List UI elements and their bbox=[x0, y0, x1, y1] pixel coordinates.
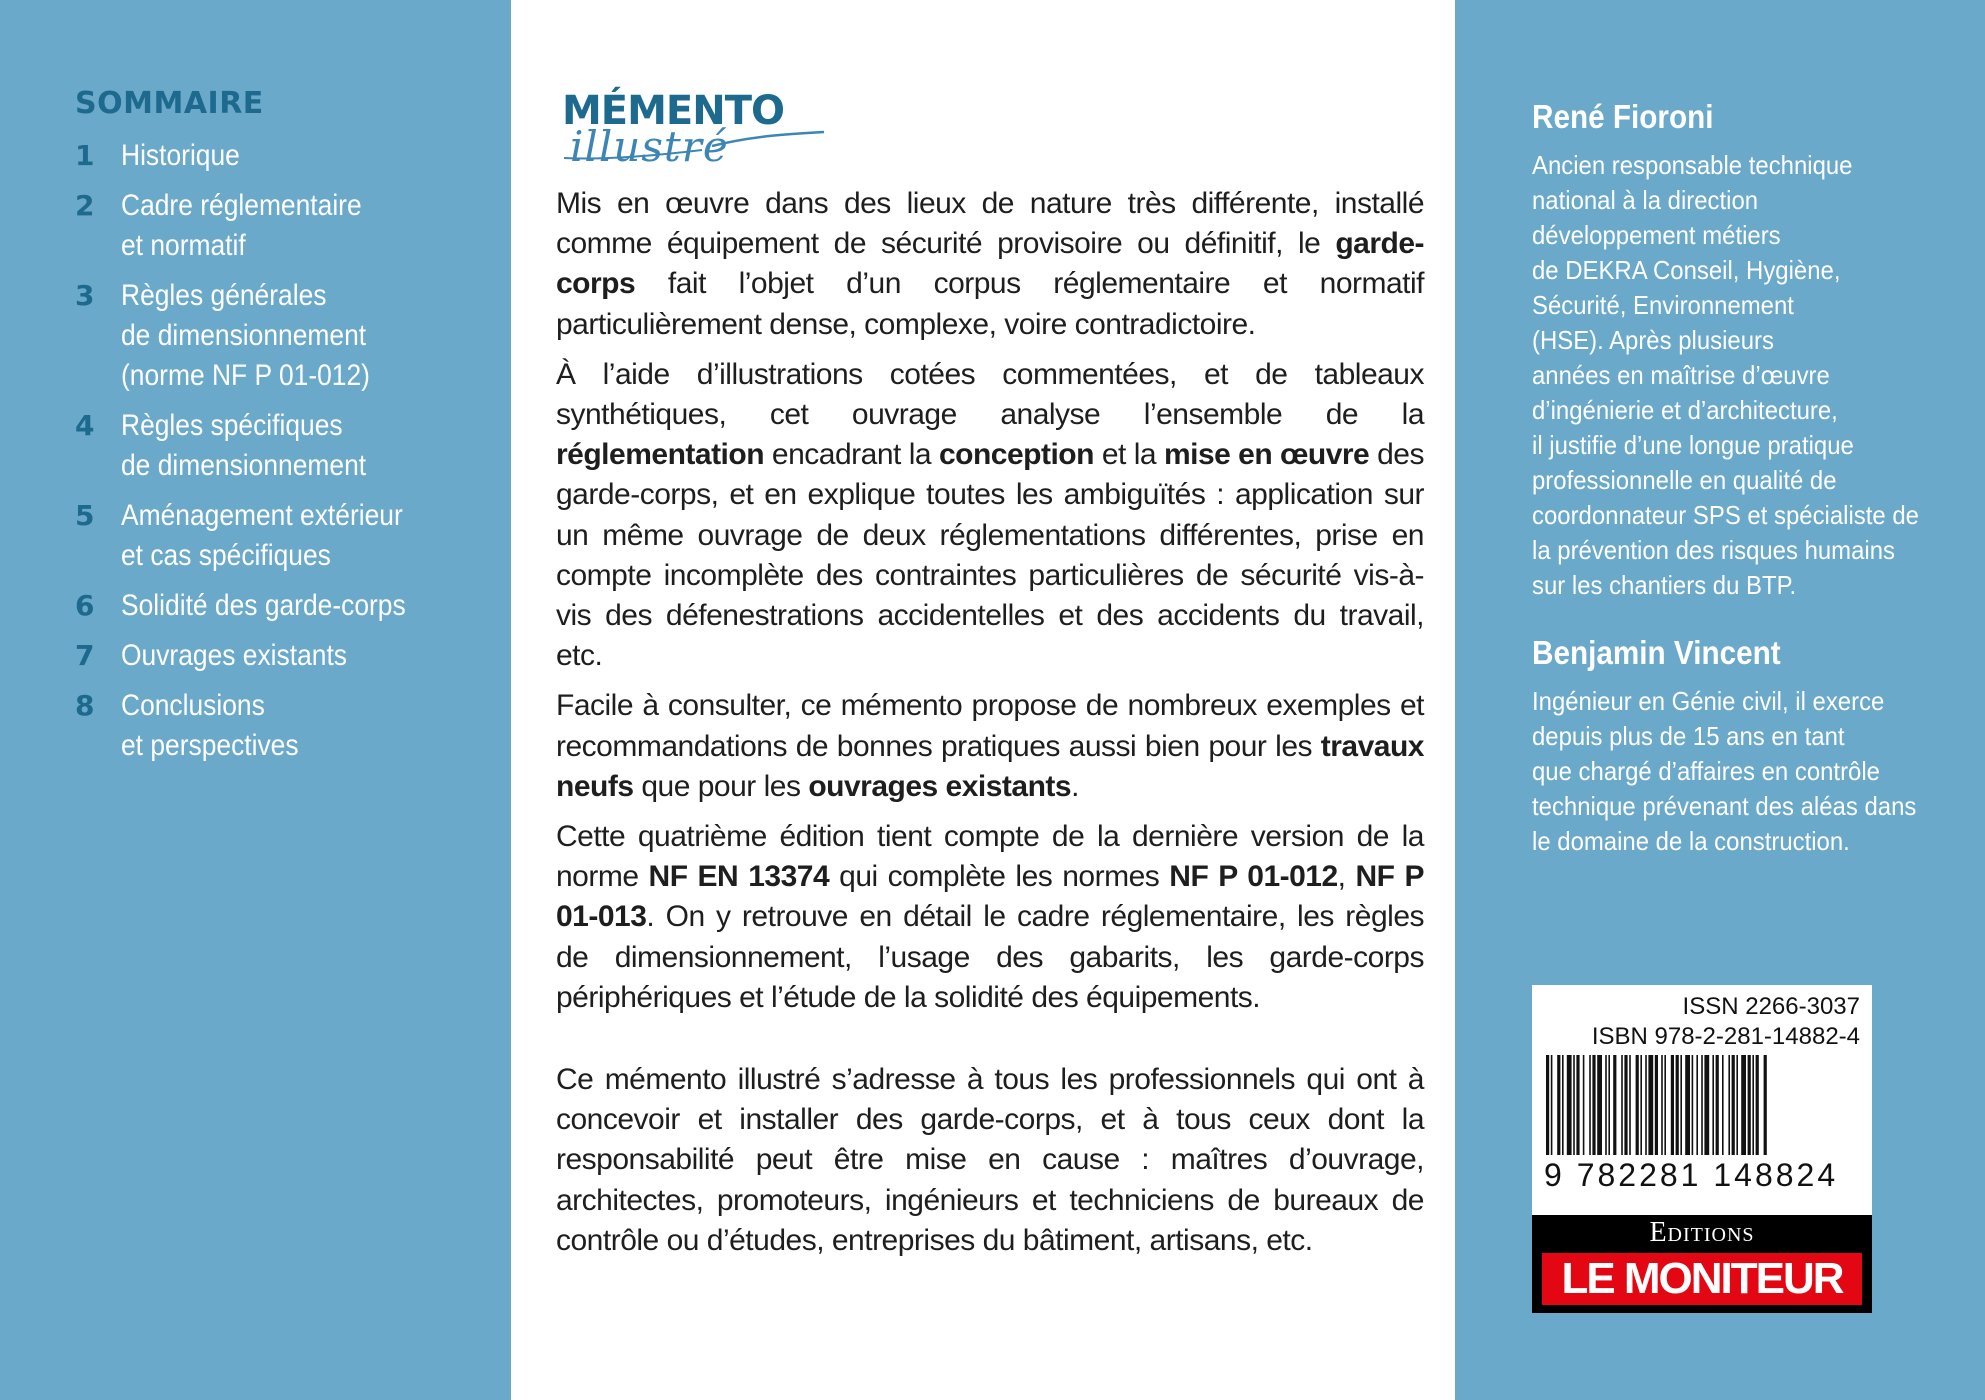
toc-label: Règles spécifiques de dimensionnement bbox=[121, 409, 367, 482]
left-panel bbox=[0, 0, 511, 1400]
toc-label: Historique bbox=[121, 139, 240, 172]
toc-label: Règles générales de dimensionnement (norme NF P 01-012) bbox=[121, 279, 370, 392]
toc-number: 4 bbox=[75, 409, 95, 442]
memento-logo bbox=[562, 88, 832, 172]
table-of-contents bbox=[75, 136, 481, 776]
toc-item bbox=[75, 276, 481, 396]
toc-label: Aménagement extérieur et cas spécifiques bbox=[121, 499, 403, 572]
toc-item bbox=[75, 406, 481, 486]
toc-label: Conclusions et perspectives bbox=[121, 689, 299, 762]
toc-number: 2 bbox=[75, 189, 95, 222]
publisher-brand: LE MONITEUR bbox=[1542, 1253, 1862, 1305]
author-bio: Ingénieur en Génie civil, il exerce depuis plus de 15 ans en tant que chargé d’affaires en contrôle technique prévenant des aléas dans le domaine de la construction. bbox=[1532, 686, 1917, 856]
paragraph-usage: Facile à consulter, ce mémento propose de nombreux exemples et recommandations de bonnes pratiques aussi bien pour les travaux neufs que pour les ouvrages existants. bbox=[556, 689, 1424, 803]
logo-main-text: MÉMENTO bbox=[562, 88, 785, 134]
toc-number: 8 bbox=[75, 689, 95, 722]
toc-number: 3 bbox=[75, 279, 95, 312]
sommaire-title: SOMMAIRE bbox=[75, 86, 264, 121]
toc-label: Cadre réglementaire et normatif bbox=[121, 189, 362, 262]
author-name: René Fioroni bbox=[1532, 98, 1714, 135]
isbn-text: ISBN 978-2-281-14882-4 bbox=[1591, 1023, 1860, 1050]
toc-item bbox=[75, 586, 481, 626]
toc-item bbox=[75, 496, 481, 576]
toc-number: 6 bbox=[75, 589, 95, 622]
publisher-logo bbox=[1532, 1215, 1872, 1313]
barcode-digits: 9 782281 148824 bbox=[1544, 1157, 1839, 1193]
author-name: Benjamin Vincent bbox=[1532, 634, 1781, 671]
paragraph-audience: Ce mémento illustré s’adresse à tous les professionnels qui ont à concevoir et installer des garde-corps, et à tous ceux dont la responsabilité peut être mise en cause : maîtres d’ouvrage, architectes, promoteurs, ingénieurs et techniciens de bureaux de contrôle ou d’études, entreprises du bâtiment, artisans, etc. bbox=[556, 1063, 1424, 1257]
author-bio: Ancien responsable technique national à la direction développement métiers de DEKRA Conseil, Hygiène, Sécurité, Environnement (HSE). Après plusieurs années en maîtrise d’œuvre d’ingénierie et d’architecture, il justifie d’une longue pratique professionnelle en qualité de coordonnateur SPS et spécialiste de la prévention des risques humains sur les chantiers du BTP. bbox=[1532, 150, 1919, 600]
toc-item bbox=[75, 636, 481, 676]
paragraph-edition: Cette quatrième édition tient compte de la dernière version de la norme NF EN 13374 qui complète les normes NF P 01-012, NF P 01-013. On y retrouve en détail le cadre réglementaire, les règles de dimensionnement, l’usage des gabarits, les garde-corps périphériques et l’étude de la solidité des équipements. bbox=[556, 820, 1425, 1014]
toc-number: 1 bbox=[75, 139, 95, 172]
toc-item bbox=[75, 686, 481, 766]
toc-item bbox=[75, 136, 481, 176]
toc-item bbox=[75, 186, 481, 266]
toc-number: 7 bbox=[75, 639, 95, 672]
issn-text: ISSN 2266-3037 bbox=[1682, 993, 1860, 1020]
logo-swash-icon bbox=[562, 88, 832, 172]
toc-number: 5 bbox=[75, 499, 95, 532]
publisher-editions: Editions bbox=[1649, 1217, 1755, 1248]
paragraph-analysis: À l’aide d’illustrations cotées commentées, et de tableaux synthétiques, cet ouvrage analyse l’ensemble de la réglementation encadrant la conception et la mise en œuvre des garde-corps, et en explique toutes les ambiguïtés : application sur un même ouvrage de deux réglementations différentes, prise en compte incomplète des contraintes particulières de sécurité vis-à-vis des défenestrations accidentelles et des accidents du travail, etc. bbox=[556, 357, 1424, 673]
book-description bbox=[556, 184, 1424, 1271]
description-panel bbox=[511, 0, 1455, 1400]
logo-script-text: illustré bbox=[570, 122, 729, 171]
barcode-icon bbox=[1546, 1055, 1858, 1155]
toc-label: Ouvrages existants bbox=[121, 639, 347, 672]
barcode-box bbox=[1532, 985, 1872, 1313]
paragraph-intro: Mis en œuvre dans des lieux de nature très différente, installé comme équipement de sécurité provisoire ou définitif, le garde-corps fait l’objet d’un corpus réglementaire et normatif particulièrement dense, complexe, voire contradictoire. bbox=[556, 187, 1424, 341]
toc-label: Solidité des garde-corps bbox=[121, 589, 406, 622]
authors-panel bbox=[1455, 0, 1985, 1400]
